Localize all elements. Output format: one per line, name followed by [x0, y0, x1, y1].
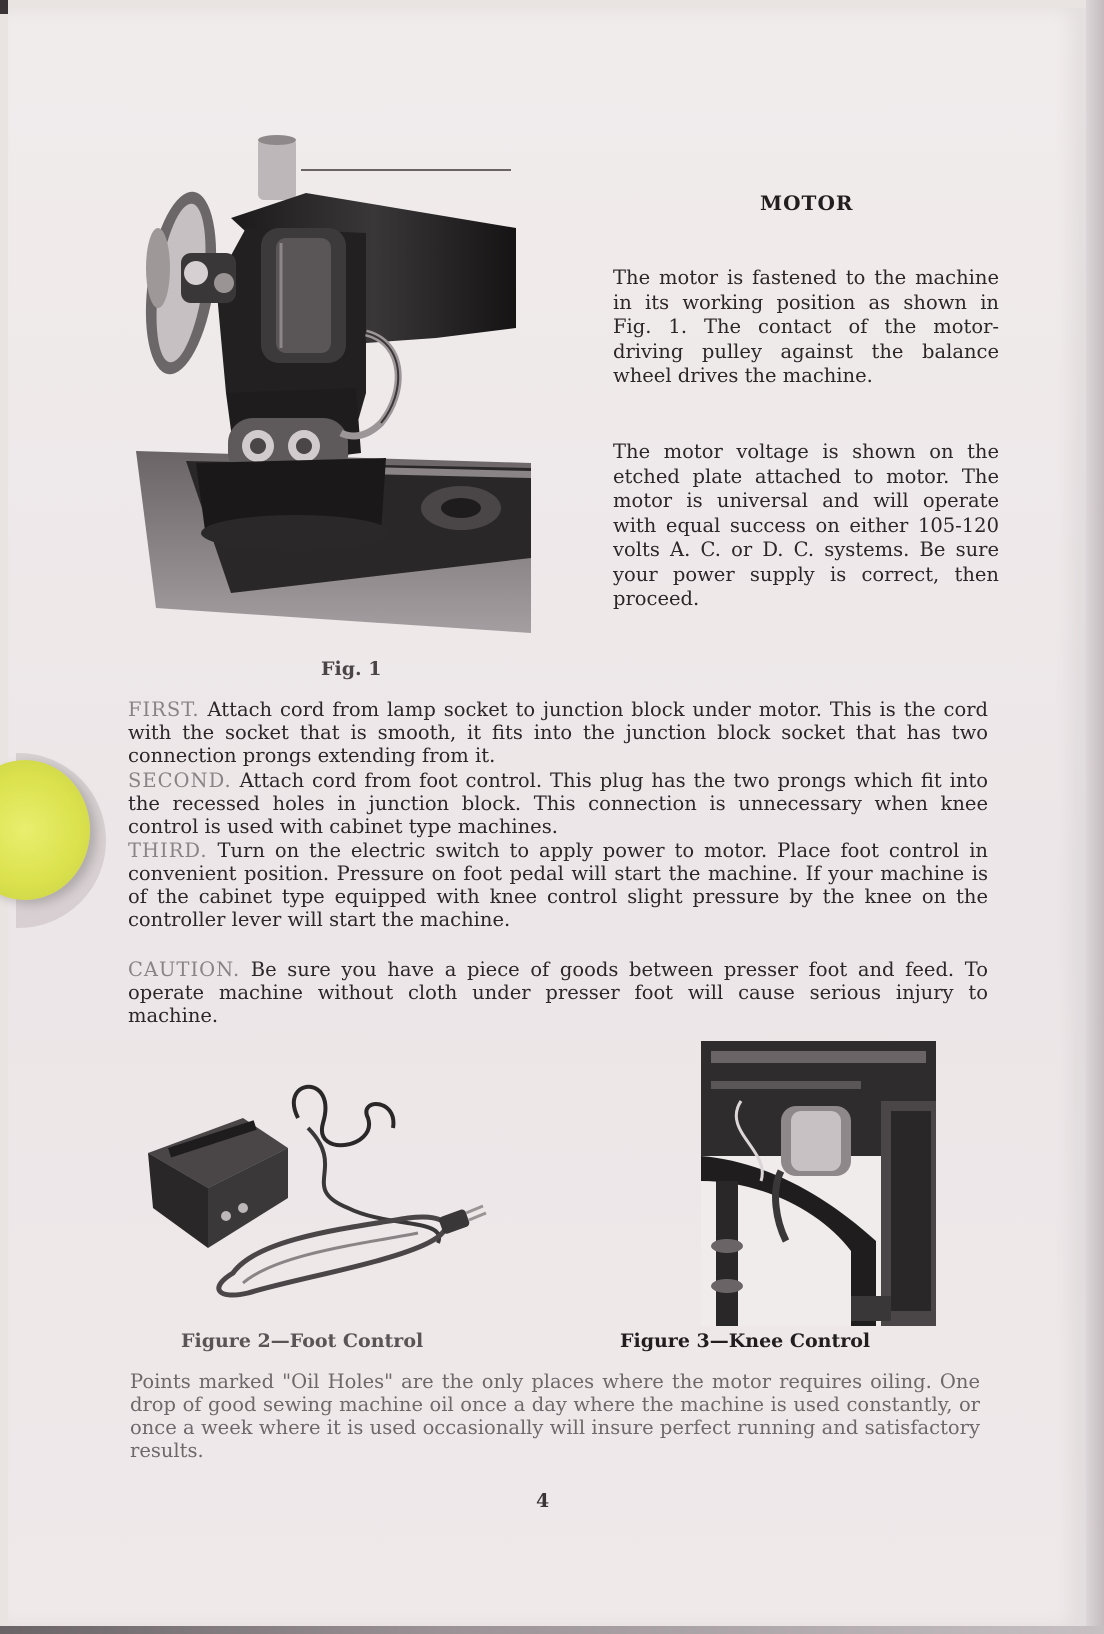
fig2-foot-control-illustration	[148, 1078, 498, 1308]
fig3-caption: Figure 3—Knee Control	[620, 1330, 871, 1352]
step-second	[128, 769, 988, 838]
fig2-caption: Figure 2—Foot Control	[181, 1330, 424, 1352]
fig1-caption: Fig. 1	[321, 658, 382, 680]
caution-paragraph	[128, 958, 988, 1027]
section-heading: MOTOR	[760, 191, 854, 215]
motor-paragraph-1: The motor is fastened to the machine in its working position as shown in Fig. 1. The contact of the motor-driving pulley against the balance wheel drives the machine.	[613, 266, 999, 387]
caution-lead: CAUTION.	[128, 958, 241, 981]
step-third-text: Turn on the electric switch to apply power to motor. Place foot control in convenient position. Pressure on foot pedal will start the machine. If your machine is of the cabinet type equipped with knee control slight pressure by the knee on the controller lever will start the machine.	[128, 839, 988, 931]
fig1-motor-illustration	[136, 133, 531, 633]
fig3-knee-control-illustration	[701, 1041, 936, 1326]
step-first	[128, 698, 988, 767]
page-number: 4	[536, 1490, 550, 1512]
page-edge-bottom	[0, 1626, 1104, 1634]
step-second-lead: SECOND.	[128, 769, 232, 792]
step-third	[128, 839, 988, 931]
step-first-lead: FIRST.	[128, 698, 200, 721]
oiling-paragraph: Points marked "Oil Holes" are the only places where the motor requires oiling. One drop of good sewing machine oil once a day where the machine is used constantly, or once a week where it is used occasionally will insure perfect running and satisfactory results.	[130, 1370, 980, 1462]
step-third-lead: THIRD.	[128, 839, 208, 862]
page-edge-right	[1086, 0, 1104, 1634]
step-second-text: Attach cord from foot control. This plug has the two prongs which fit into the recessed holes in junction block. This connection is unnecessary when knee control is used with cabinet type machines.	[128, 769, 989, 838]
manual-page	[8, 8, 1086, 1628]
step-first-text: Attach cord from lamp socket to junction block under motor. This is the cord with the socket that is smooth, it fits into the junction block socket that has two connection prongs extending from it.	[128, 698, 989, 767]
corner-mark	[0, 0, 8, 14]
motor-paragraph-2: The motor voltage is shown on the etched plate attached to motor. The motor is universal and will operate with equal success on either 105-120 volts A. C. or D. C. systems. Be sure your power supply is correct, then proceed.	[613, 440, 999, 610]
caution-text: Be sure you have a piece of goods between presser foot and feed. To operate machine without cloth under presser foot will cause serious injury to machine.	[128, 958, 988, 1027]
